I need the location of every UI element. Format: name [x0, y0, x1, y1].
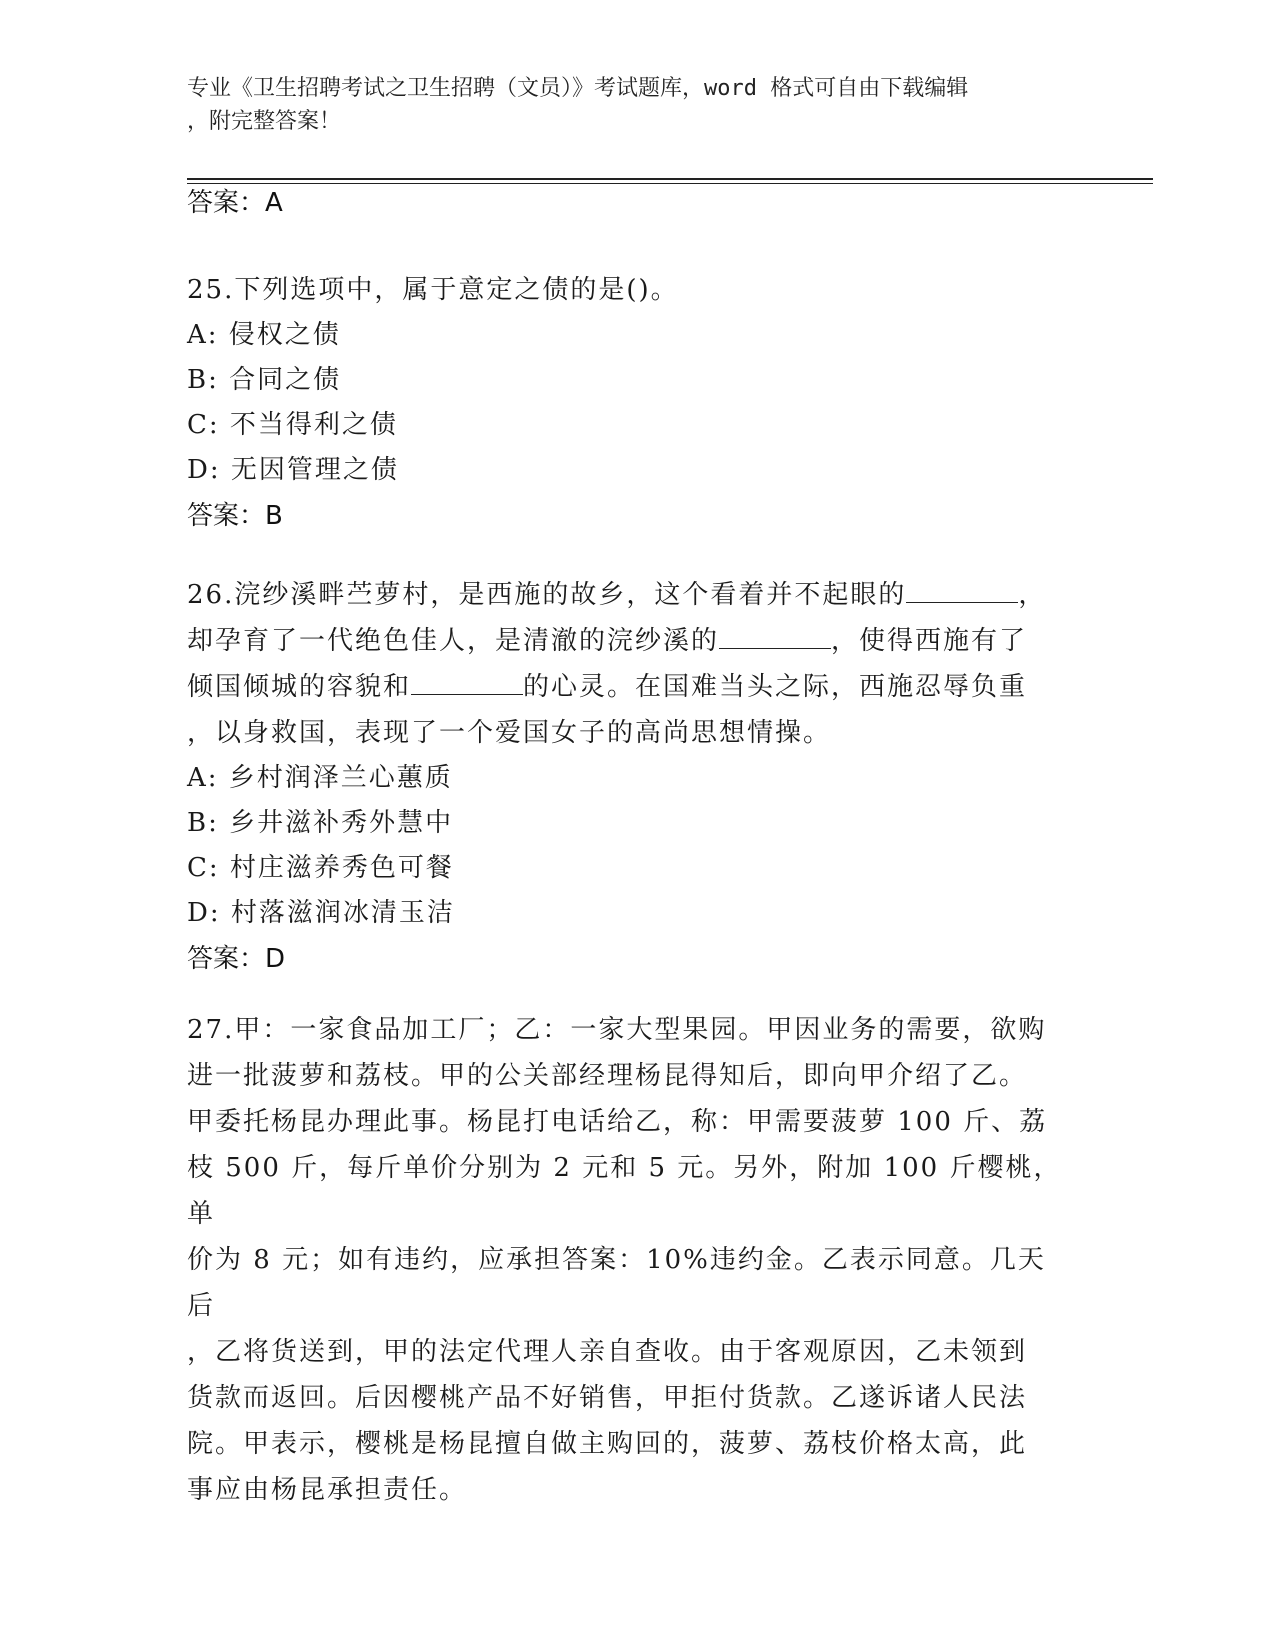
blank-3 [411, 668, 523, 695]
question-26 [187, 572, 1067, 982]
question-26-part-3: 倾国倾城的容貌和 [187, 672, 412, 702]
question-27 [187, 1007, 1067, 1513]
question-26-part-1b: ， [1018, 580, 1047, 610]
question-26-line-2 [187, 618, 1067, 664]
question-25-answer: 答案：B [187, 501, 283, 531]
blank-1 [906, 576, 1018, 603]
question-27-line: 27.甲：一家食品加工厂；乙：一家大型果园。甲因业务的需要，欲购 [187, 1015, 1047, 1045]
header-line-2: ，附完整答案！ [187, 109, 342, 134]
page-header [187, 72, 1067, 138]
question-26-answer: 答案：D [187, 944, 286, 974]
question-27-line: 价为 8 元；如有违约，应承担答案：10%违约金。乙表示同意。几天后 [187, 1245, 1046, 1321]
question-25 [187, 267, 1067, 539]
question-25-text: 25.下列选项中，属于意定之债的是()。 [187, 275, 679, 305]
question-26-part-2b: ，使得西施有了 [831, 626, 1028, 656]
question-26-option-b: B: 乡井滋补秀外慧中 [187, 808, 454, 838]
question-25-option-b: B: 合同之债 [187, 365, 342, 395]
question-26-option-c: C: 村庄滋养秀色可餐 [187, 853, 454, 883]
question-26-part-3b: 的心灵。在国难当头之际，西施忍辱负重 [523, 672, 1028, 702]
question-27-line: 货款而返回。后因樱桃产品不好销售，甲拒付货款。乙遂诉诸人民法 [187, 1383, 1028, 1413]
question-25-option-d: D: 无因管理之债 [187, 455, 399, 485]
question-26-option-d: D: 村落滋润冰清玉洁 [187, 898, 455, 928]
question-27-line: ，乙将货送到，甲的法定代理人亲自查收。由于客观原因，乙未领到 [187, 1337, 1028, 1367]
question-26-option-a: A: 乡村润泽兰心蕙质 [187, 763, 453, 793]
question-27-line: 进一批菠萝和荔枝。甲的公关部经理杨昆得知后，即向甲介绍了乙。 [187, 1061, 1028, 1091]
question-26-part-1: 26.浣纱溪畔苎萝村，是西施的故乡，这个看着并不起眼的 [187, 580, 907, 610]
blank-2 [719, 622, 831, 649]
question-26-line-4: ，以身救国，表现了一个爱国女子的高尚思想情操。 [187, 718, 832, 748]
question-27-line: 甲委托杨昆办理此事。杨昆打电话给乙，称：甲需要菠萝 100 斤、荔 [187, 1107, 1048, 1137]
question-26-line-1 [187, 572, 1067, 618]
question-27-line: 事应由杨昆承担责任。 [187, 1475, 468, 1505]
question-27-line: 枝 500 斤，每斤单价分别为 2 元和 5 元。另外，附加 100 斤樱桃，单 [187, 1153, 1062, 1229]
question-25-option-c: C: 不当得利之债 [187, 410, 398, 440]
question-27-line: 院。甲表示，樱桃是杨昆擅自做主购回的，菠萝、荔枝价格太高，此 [187, 1429, 1028, 1459]
question-26-line-3 [187, 664, 1067, 710]
question-25-option-a: A: 侵权之债 [187, 320, 341, 350]
question-26-part-2: 却孕育了一代绝色佳人，是清澈的浣纱溪的 [187, 626, 720, 656]
header-line-1: 专业《卫生招聘考试之卫生招聘（文员）》考试题库，word 格式可自由下载编辑 [187, 76, 969, 101]
answer-prev: 答案：A [187, 188, 283, 218]
